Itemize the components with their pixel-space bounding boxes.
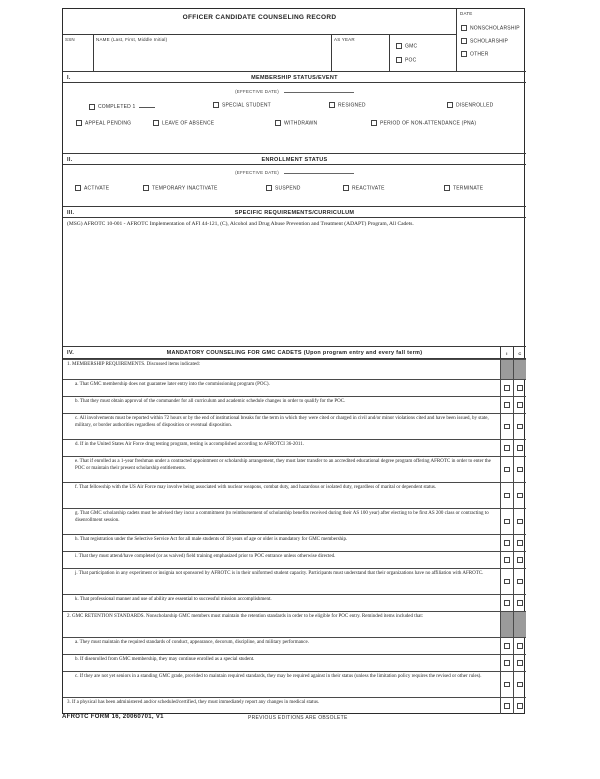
row-check-cell-i[interactable] — [500, 397, 513, 413]
status-period-of-non-attendance-pna- — [371, 120, 476, 126]
row-check-cell-c[interactable] — [513, 655, 526, 671]
table-row-text: k. That professional manner and use of ability are essential to successful mission accomplishment. — [75, 597, 272, 602]
status-leave-of-absence — [153, 120, 214, 126]
row-checkbox-c[interactable] — [517, 643, 523, 649]
section1-effective-date-label: (EFFECTIVE DATE) — [235, 89, 279, 94]
table-row-text: b. That they must obtain approval of the commander for all curriculum and academic schedule changes in order to qualify for the POC. — [75, 399, 346, 404]
status-completed-1 — [89, 102, 155, 110]
row-checkbox-i[interactable] — [504, 385, 510, 391]
row-check-cell-c[interactable] — [513, 672, 526, 697]
section4-bar — [63, 346, 526, 359]
member-type-group — [389, 35, 456, 71]
member-type-gmc — [396, 43, 417, 49]
row-checkbox-i[interactable] — [504, 643, 510, 649]
section4-title: MANDATORY COUNSELING FOR GMC CADETS (Upon program entry and every fall term) — [166, 350, 423, 356]
row-checkbox-i[interactable] — [504, 467, 510, 473]
row-check-cell-i[interactable] — [500, 483, 513, 508]
table-row-text: a. That GMC membership does not guarantee later entry into the commissioning program (POC). — [75, 382, 270, 387]
table-row-text: e. That if enrolled as a 1-year freshman under a contracted appointment or scholarship arrangement, they must later transfer to an accredited educational degree program offering AFROTC in order to enter the POC or maintain their present scholarship entitlements. — [75, 459, 491, 471]
as-year-field[interactable] — [331, 35, 389, 71]
row-check-cell-i[interactable] — [500, 698, 513, 714]
section2-number: II. — [67, 157, 73, 163]
row-checkbox-i[interactable] — [504, 402, 510, 408]
table-row-text: 1. MEMBERSHIP REQUIREMENTS. Discussed items indicated: — [67, 362, 201, 367]
table-row-13 — [63, 611, 526, 637]
row-checkbox-i[interactable] — [504, 579, 510, 585]
enrollment-activate — [75, 185, 109, 191]
member-type-poc-label: POC — [405, 57, 417, 64]
table-row-8 — [63, 508, 526, 534]
section4-number: IV. — [67, 350, 75, 356]
table-row-text: g. That GMC scholarship cadets must be advised they incur a commitment (to reimbursement of scholarship benefits received during their AS 100 year) after electing to be first AS 200 class or contracting to disenrollment session. — [75, 511, 489, 523]
enrollment-suspend-label: SUSPEND — [275, 185, 301, 192]
section2-title: ENROLLMENT STATUS — [261, 157, 328, 163]
row-check-cell-c[interactable] — [513, 638, 526, 654]
section1-bar — [63, 71, 526, 83]
row-checkbox-c[interactable] — [517, 402, 523, 408]
mandatory-counseling-table — [63, 359, 526, 714]
status-leave-of-absence-label: LEAVE OF ABSENCE — [162, 120, 215, 127]
section3-number: III. — [67, 210, 75, 216]
status-special-student-label: SPECIAL STUDENT — [222, 102, 271, 109]
table-row-9 — [63, 534, 526, 551]
row-checkbox-i[interactable] — [504, 682, 510, 688]
previous-editions-note: PREVIOUS EDITIONS ARE OBSOLETE — [248, 715, 348, 721]
enrollment-terminate-label: TERMINATE — [453, 185, 484, 192]
enrollment-terminate-checkbox[interactable] — [444, 185, 450, 191]
table-row-17 — [63, 697, 526, 714]
row-check-cell-c[interactable] — [513, 535, 526, 551]
row-check-cell-c[interactable] — [513, 509, 526, 534]
row-check-cell-i — [500, 612, 513, 637]
table-row-5 — [63, 439, 526, 456]
table-row-3 — [63, 396, 526, 413]
row-check-cell-i[interactable] — [500, 569, 513, 594]
row-checkbox-i[interactable] — [504, 703, 510, 709]
table-row-7 — [63, 482, 526, 508]
row-check-cell-i[interactable] — [500, 638, 513, 654]
status-appeal-pending — [76, 120, 131, 126]
section3-bar — [63, 206, 526, 218]
row-checkbox-c[interactable] — [517, 703, 523, 709]
status-completed-1-checkbox[interactable] — [89, 104, 95, 110]
table-row-12 — [63, 594, 526, 611]
row-checkbox-i[interactable] — [504, 493, 510, 499]
row-checkbox-c[interactable] — [517, 600, 523, 606]
row-check-cell-i[interactable] — [500, 509, 513, 534]
section1-title: MEMBERSHIP STATUS/EVENT — [251, 75, 338, 81]
status-resigned — [329, 102, 366, 108]
row-checkbox-i[interactable] — [504, 600, 510, 606]
table-row-4 — [63, 413, 526, 439]
row-checkbox-i[interactable] — [504, 519, 510, 525]
row-check-cell-c[interactable] — [513, 595, 526, 611]
row-checkbox-c[interactable] — [517, 519, 523, 525]
table-row-10 — [63, 551, 526, 568]
member-type-gmc-label: GMC — [405, 43, 418, 50]
enrollment-reactivate-checkbox[interactable] — [343, 185, 349, 191]
table-row-1 — [63, 359, 526, 379]
section1-effective-date-line[interactable] — [284, 88, 354, 93]
status-disenrolled — [447, 102, 494, 108]
category-nonscholarship-label: NONSCHOLARSHIP — [470, 25, 520, 32]
member-type-poc — [396, 57, 416, 63]
status-resigned-label: RESIGNED — [338, 102, 366, 109]
row-check-cell-c[interactable] — [513, 457, 526, 482]
header-fields-row — [63, 34, 456, 71]
row-checkbox-c[interactable] — [517, 467, 523, 473]
name-field[interactable] — [93, 35, 331, 71]
table-row-text: c. All involvements must be reported within 72 hours or by the end of institutional breaks for the term in which they were cited or charged in civil and/or minor violations cited and have been issued, by state, military, or border authorities regardless of disposition or eventual disposition. — [75, 416, 489, 428]
row-checkbox-c[interactable] — [517, 579, 523, 585]
officer-candidate-counseling-form — [62, 8, 525, 714]
section1-effective-date — [63, 88, 526, 94]
table-row-text: h. That registration under the Selective Service Act for all male students of 18 years of age or older is mandatory for GMC membership. — [75, 537, 348, 542]
enrollment-suspend — [266, 185, 301, 191]
section3-title: SPECIFIC REQUIREMENTS/CURRICULUM — [234, 210, 355, 216]
date-box[interactable] — [456, 9, 526, 71]
row-check-cell-c[interactable] — [513, 483, 526, 508]
table-row-text: 3. If a physical has been administered and/or scheduled/certified, they must immediately report any changes in medical status. — [67, 700, 320, 705]
ssn-label: SSN — [65, 37, 75, 42]
member-type-gmc-checkbox[interactable] — [396, 43, 402, 49]
enrollment-temporary-inactivate — [143, 185, 218, 191]
row-check-cell-c — [513, 612, 526, 637]
table-row-text: d. If in the United States Air Force drug testing program, testing is accomplished according to AFROTCI 36-2011. — [75, 442, 304, 447]
row-check-cell-c[interactable] — [513, 569, 526, 594]
table-row-text: 2. GMC RETENTION STANDARDS. Nonscholarship GMC members must maintain the retention standards in order to be eligible for POC entry. Reminded items included that: — [67, 614, 424, 619]
row-check-cell-i[interactable] — [500, 672, 513, 697]
table-row-text: j. That participation in any experiment or insignia not sponsored by AFROTC is in their uniformed student capacity. Participants must understand that their organizations have no affiliation with AFROTC. — [75, 571, 484, 576]
row-check-cell-c[interactable] — [513, 440, 526, 456]
row-checkbox-c[interactable] — [517, 424, 523, 430]
row-checkbox-i[interactable] — [504, 660, 510, 666]
table-row-11 — [63, 568, 526, 594]
status-period-of-non-attendance-pna--label: PERIOD OF NON-ATTENDANCE (PNA) — [380, 120, 477, 127]
section2-effective-date-label: (EFFECTIVE DATE) — [235, 170, 279, 175]
row-check-cell-i[interactable] — [500, 440, 513, 456]
row-check-cell-i[interactable] — [500, 457, 513, 482]
row-check-cell-i[interactable] — [500, 414, 513, 439]
status-resigned-checkbox[interactable] — [329, 102, 335, 108]
section2-effective-date — [63, 169, 526, 175]
row-checkbox-i[interactable] — [504, 540, 510, 546]
table-row-2 — [63, 379, 526, 396]
table-row-text: b. If disenrolled from GMC membership, they may continue enrolled as a special student. — [75, 657, 255, 662]
section2-effective-date-line[interactable] — [284, 169, 354, 174]
status-period-of-non-attendance-pna--checkbox[interactable] — [371, 120, 377, 126]
row-check-cell-i[interactable] — [500, 655, 513, 671]
row-checkbox-i[interactable] — [504, 445, 510, 451]
table-row-14 — [63, 637, 526, 654]
table-row-15 — [63, 654, 526, 671]
row-check-cell-i — [500, 360, 513, 379]
row-check-cell-i[interactable] — [500, 535, 513, 551]
date-label: DATE — [460, 11, 473, 16]
row-check-cell-c — [513, 360, 526, 379]
form-number: AFROTC FORM 16, 20060701, V1 — [62, 714, 164, 720]
status-completed-1-fill-line[interactable] — [139, 102, 155, 108]
table-row-16 — [63, 671, 526, 697]
category-other-checkbox[interactable] — [461, 51, 467, 57]
status-withdrawn — [275, 120, 317, 126]
enrollment-reactivate — [343, 185, 385, 191]
row-check-cell-c[interactable] — [513, 380, 526, 396]
table-row-text: a. They must maintain the required standards of conduct, appearance, decorum, discipline, and military performance. — [75, 640, 309, 645]
status-appeal-pending-checkbox[interactable] — [76, 120, 82, 126]
table-row-text: f. That fellowship with the US Air Force may involve being associated with nuclear weapons, combat duty, and hazardous or isolated duty, regardless of marital or dependent status. — [75, 485, 437, 490]
category-scholarship — [461, 38, 508, 44]
ssn-field[interactable] — [63, 35, 93, 71]
enrollment-activate-checkbox[interactable] — [75, 185, 81, 191]
column-c-header: C — [513, 347, 526, 358]
row-checkbox-c[interactable] — [517, 682, 523, 688]
enrollment-temporary-inactivate-checkbox[interactable] — [143, 185, 149, 191]
enrollment-terminate — [444, 185, 483, 191]
table-row-6 — [63, 456, 526, 482]
row-check-cell-i[interactable] — [500, 595, 513, 611]
status-disenrolled-checkbox[interactable] — [447, 102, 453, 108]
row-checkbox-i[interactable] — [504, 557, 510, 563]
status-disenrolled-label: DISENROLLED — [456, 102, 494, 109]
row-check-cell-c[interactable] — [513, 414, 526, 439]
row-check-cell-i[interactable] — [500, 552, 513, 568]
status-special-student-checkbox[interactable] — [213, 102, 219, 108]
name-label: NAME (Last, First, Middle Initial) — [96, 37, 168, 42]
status-withdrawn-label: WITHDRAWN — [284, 120, 318, 127]
enrollment-temporary-inactivate-label: TEMPORARY INACTIVATE — [152, 185, 218, 192]
row-checkbox-c[interactable] — [517, 660, 523, 666]
section1-number: I. — [67, 75, 71, 81]
form-title: OFFICER CANDIDATE COUNSELING RECORD — [182, 14, 337, 21]
category-scholarship-checkbox[interactable] — [461, 38, 467, 44]
section3-remarks-text[interactable]: (MSG) AFROTC 10-001 - AFROTC Implementation of AFI 44-121, (C), Alcohol and Drug Abuse Prevention and Treatment (ADAPT) Program, All Cadets. — [67, 221, 414, 227]
row-check-cell-c[interactable] — [513, 552, 526, 568]
row-check-cell-c[interactable] — [513, 698, 526, 714]
enrollment-reactivate-label: REACTIVATE — [352, 185, 385, 192]
member-type-poc-checkbox[interactable] — [396, 57, 402, 63]
table-row-text: i. That they must attend/have completed (or as waived) field training emphasized prior to POC entrance unless otherwise directed. — [75, 554, 336, 559]
as-year-label: AS YEAR — [334, 37, 355, 42]
category-other — [461, 51, 489, 57]
category-nonscholarship — [461, 25, 520, 31]
row-checkbox-c[interactable] — [517, 385, 523, 391]
status-completed-1-label: COMPLETED 1 — [98, 104, 136, 110]
column-i-header: I — [500, 347, 513, 358]
row-checkbox-c[interactable] — [517, 557, 523, 563]
row-checkbox-c[interactable] — [517, 493, 523, 499]
enrollment-suspend-checkbox[interactable] — [266, 185, 272, 191]
enrollment-activate-label: ACTIVATE — [84, 185, 110, 192]
row-checkbox-i[interactable] — [504, 424, 510, 430]
status-special-student — [213, 102, 271, 108]
status-appeal-pending-label: APPEAL PENDING — [85, 120, 132, 127]
row-check-cell-i[interactable] — [500, 380, 513, 396]
category-nonscholarship-checkbox[interactable] — [461, 25, 467, 31]
section2-bar — [63, 153, 526, 165]
status-leave-of-absence-checkbox[interactable] — [153, 120, 159, 126]
category-other-label: OTHER — [470, 51, 489, 58]
row-checkbox-c[interactable] — [517, 445, 523, 451]
category-scholarship-label: SCHOLARSHIP — [470, 38, 509, 45]
row-checkbox-c[interactable] — [517, 540, 523, 546]
table-row-text: c. If they are not yet seniors in a standing GMC grade, provided to maintain required standards, they may be required against in their status (unless the limitation policy requires the revised or other rules). — [75, 674, 482, 679]
status-withdrawn-checkbox[interactable] — [275, 120, 281, 126]
row-check-cell-c[interactable] — [513, 397, 526, 413]
